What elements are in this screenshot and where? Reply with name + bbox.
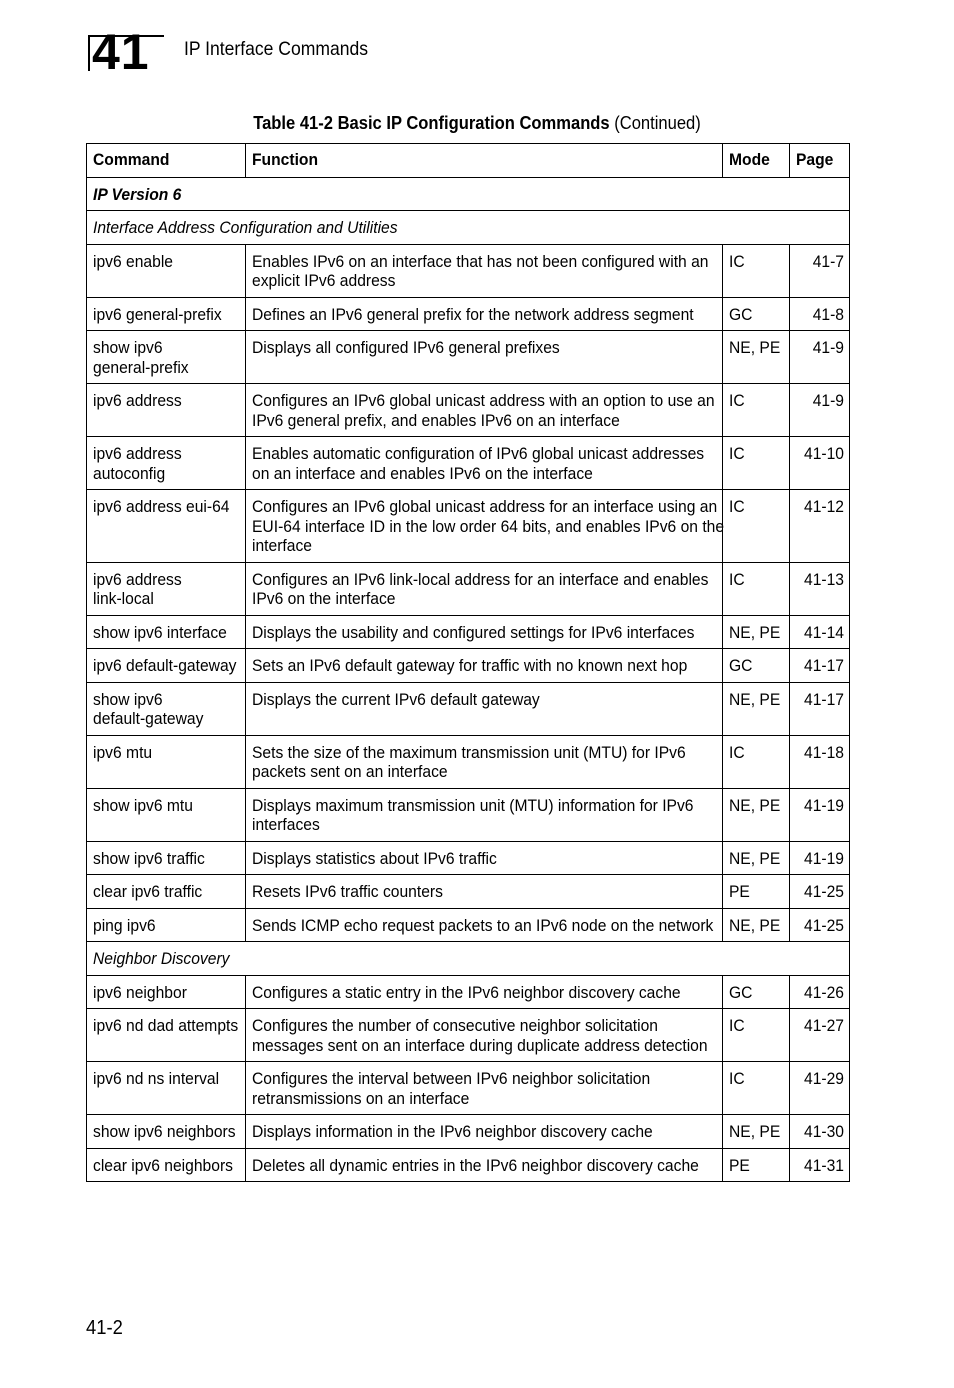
chapter-number: 41 — [92, 24, 150, 80]
cell-page: 41-14 — [790, 615, 850, 649]
cell-mode: GC — [723, 649, 790, 683]
cell-function: Configures a static entry in the IPv6 neighbor discovery cache — [246, 975, 723, 1009]
table-row — [87, 1115, 850, 1149]
cell-command: show ipv6 neighbors — [87, 1115, 246, 1149]
cell-page: 41-13 — [790, 562, 850, 615]
table-row — [87, 297, 850, 331]
cell-command: ipv6 neighbor — [87, 975, 246, 1009]
cell-command: show ipv6 mtu — [87, 788, 246, 841]
cell-page: 41-17 — [790, 649, 850, 683]
cell-command: ipv6 general-prefix — [87, 297, 246, 331]
cell-mode: IC — [723, 244, 790, 297]
table-row — [87, 875, 850, 909]
cell-command: ping ipv6 — [87, 908, 246, 942]
table-row — [87, 682, 850, 735]
column-header-mode: Mode — [723, 144, 790, 178]
column-header-page: Page — [790, 144, 850, 178]
cell-command: ipv6 address autoconfig — [87, 437, 246, 490]
commands-table — [86, 143, 850, 1182]
table-body — [87, 177, 850, 1182]
cell-function: Configures the interval between IPv6 neighbor solicitation retransmissions on an interface — [246, 1062, 723, 1115]
cell-function: Displays the usability and configured settings for IPv6 interfaces — [246, 615, 723, 649]
table-row — [87, 437, 850, 490]
table-row — [87, 384, 850, 437]
cell-page: 41-7 — [790, 244, 850, 297]
table-row — [87, 244, 850, 297]
section-row — [87, 177, 850, 211]
cell-function: Displays maximum transmission unit (MTU) information for IPv6 interfaces — [246, 788, 723, 841]
table-caption — [38, 113, 916, 134]
table-row — [87, 1062, 850, 1115]
cell-page: 41-27 — [790, 1009, 850, 1062]
table-row — [87, 1148, 850, 1182]
cell-function: Resets IPv6 traffic counters — [246, 875, 723, 909]
cell-page: 41-31 — [790, 1148, 850, 1182]
table-row — [87, 615, 850, 649]
table-row — [87, 331, 850, 384]
cell-mode: IC — [723, 1009, 790, 1062]
cell-mode: GC — [723, 975, 790, 1009]
cell-page: 41-25 — [790, 908, 850, 942]
cell-mode: NE, PE — [723, 1115, 790, 1149]
cell-page: 41-19 — [790, 841, 850, 875]
cell-function: Sets the size of the maximum transmission unit (MTU) for IPv6 packets sent on an interface — [246, 735, 723, 788]
cell-function: Defines an IPv6 general prefix for the network address segment — [246, 297, 723, 331]
cell-page: 41-12 — [790, 490, 850, 563]
cell-mode: NE, PE — [723, 908, 790, 942]
cell-function: Deletes all dynamic entries in the IPv6 neighbor discovery cache — [246, 1148, 723, 1182]
cell-mode: IC — [723, 490, 790, 563]
section-heading: IP Version 6 — [87, 177, 850, 211]
cell-mode: NE, PE — [723, 841, 790, 875]
section-row — [87, 942, 850, 976]
cell-command: ipv6 nd dad attempts — [87, 1009, 246, 1062]
cell-command: ipv6 address — [87, 384, 246, 437]
cell-function: Configures an IPv6 link-local address for an interface and enables IPv6 on the interface — [246, 562, 723, 615]
cell-function: Configures an IPv6 global unicast address for an interface using an EUI-64 interface ID in the low order 64 bits, and enables IPv6 on the interface — [246, 490, 723, 563]
table-row — [87, 1009, 850, 1062]
cell-command: ipv6 address link-local — [87, 562, 246, 615]
cell-mode: IC — [723, 1062, 790, 1115]
cell-command: ipv6 nd ns interval — [87, 1062, 246, 1115]
cell-command: show ipv6 general-prefix — [87, 331, 246, 384]
cell-mode: NE, PE — [723, 682, 790, 735]
cell-mode: IC — [723, 562, 790, 615]
cell-page: 41-9 — [790, 384, 850, 437]
cell-page: 41-10 — [790, 437, 850, 490]
cell-function: Enables automatic configuration of IPv6 global unicast addresses on an interface and enables IPv6 on the interface — [246, 437, 723, 490]
cell-function: Sets an IPv6 default gateway for traffic with no known next hop — [246, 649, 723, 683]
cell-command: ipv6 address eui-64 — [87, 490, 246, 563]
column-header-command: Command — [87, 144, 246, 178]
cell-function: Enables IPv6 on an interface that has not been configured with an explicit IPv6 address — [246, 244, 723, 297]
cell-page: 41-19 — [790, 788, 850, 841]
cell-page: 41-29 — [790, 1062, 850, 1115]
section-row — [87, 211, 850, 245]
cell-command: show ipv6 default-gateway — [87, 682, 246, 735]
cell-command: clear ipv6 traffic — [87, 875, 246, 909]
section-heading: Neighbor Discovery — [87, 942, 850, 976]
cell-command: show ipv6 traffic — [87, 841, 246, 875]
table-header-row — [87, 144, 850, 178]
cell-command: ipv6 default-gateway — [87, 649, 246, 683]
table-row — [87, 562, 850, 615]
chapter-title: IP Interface Commands — [184, 38, 369, 60]
cell-mode: PE — [723, 1148, 790, 1182]
table-row — [87, 975, 850, 1009]
cell-page: 41-9 — [790, 331, 850, 384]
cell-mode: NE, PE — [723, 615, 790, 649]
cell-command: ipv6 enable — [87, 244, 246, 297]
page-number: 41-2 — [86, 1317, 123, 1339]
cell-command: show ipv6 interface — [87, 615, 246, 649]
cell-page: 41-25 — [790, 875, 850, 909]
cell-command: clear ipv6 neighbors — [87, 1148, 246, 1182]
cell-function: Displays statistics about IPv6 traffic — [246, 841, 723, 875]
cell-mode: IC — [723, 437, 790, 490]
table-row — [87, 841, 850, 875]
section-heading: Interface Address Configuration and Utilities — [87, 211, 850, 245]
cell-page: 41-17 — [790, 682, 850, 735]
cell-command: ipv6 mtu — [87, 735, 246, 788]
cell-mode: NE, PE — [723, 331, 790, 384]
cell-page: 41-30 — [790, 1115, 850, 1149]
cell-mode: NE, PE — [723, 788, 790, 841]
table-caption-suffix: (Continued) — [609, 113, 701, 133]
cell-page: 41-26 — [790, 975, 850, 1009]
table-caption-label: Table 41-2 Basic IP Configuration Commands — [253, 113, 610, 133]
column-header-function: Function — [246, 144, 723, 178]
cell-function: Sends ICMP echo request packets to an IPv6 node on the network — [246, 908, 723, 942]
cell-function: Displays all configured IPv6 general prefixes — [246, 331, 723, 384]
cell-page: 41-18 — [790, 735, 850, 788]
cell-page: 41-8 — [790, 297, 850, 331]
cell-function: Configures the number of consecutive neighbor solicitation messages sent on an interface during duplicate address detection — [246, 1009, 723, 1062]
table-row — [87, 649, 850, 683]
table-row — [87, 788, 850, 841]
cell-function: Displays the current IPv6 default gateway — [246, 682, 723, 735]
table-row — [87, 908, 850, 942]
cell-function: Displays information in the IPv6 neighbor discovery cache — [246, 1115, 723, 1149]
table-row — [87, 490, 850, 563]
table-row — [87, 735, 850, 788]
cell-mode: IC — [723, 735, 790, 788]
cell-mode: GC — [723, 297, 790, 331]
cell-mode: PE — [723, 875, 790, 909]
cell-mode: IC — [723, 384, 790, 437]
cell-function: Configures an IPv6 global unicast address with an option to use an IPv6 general prefix, and enables IPv6 on an interface — [246, 384, 723, 437]
